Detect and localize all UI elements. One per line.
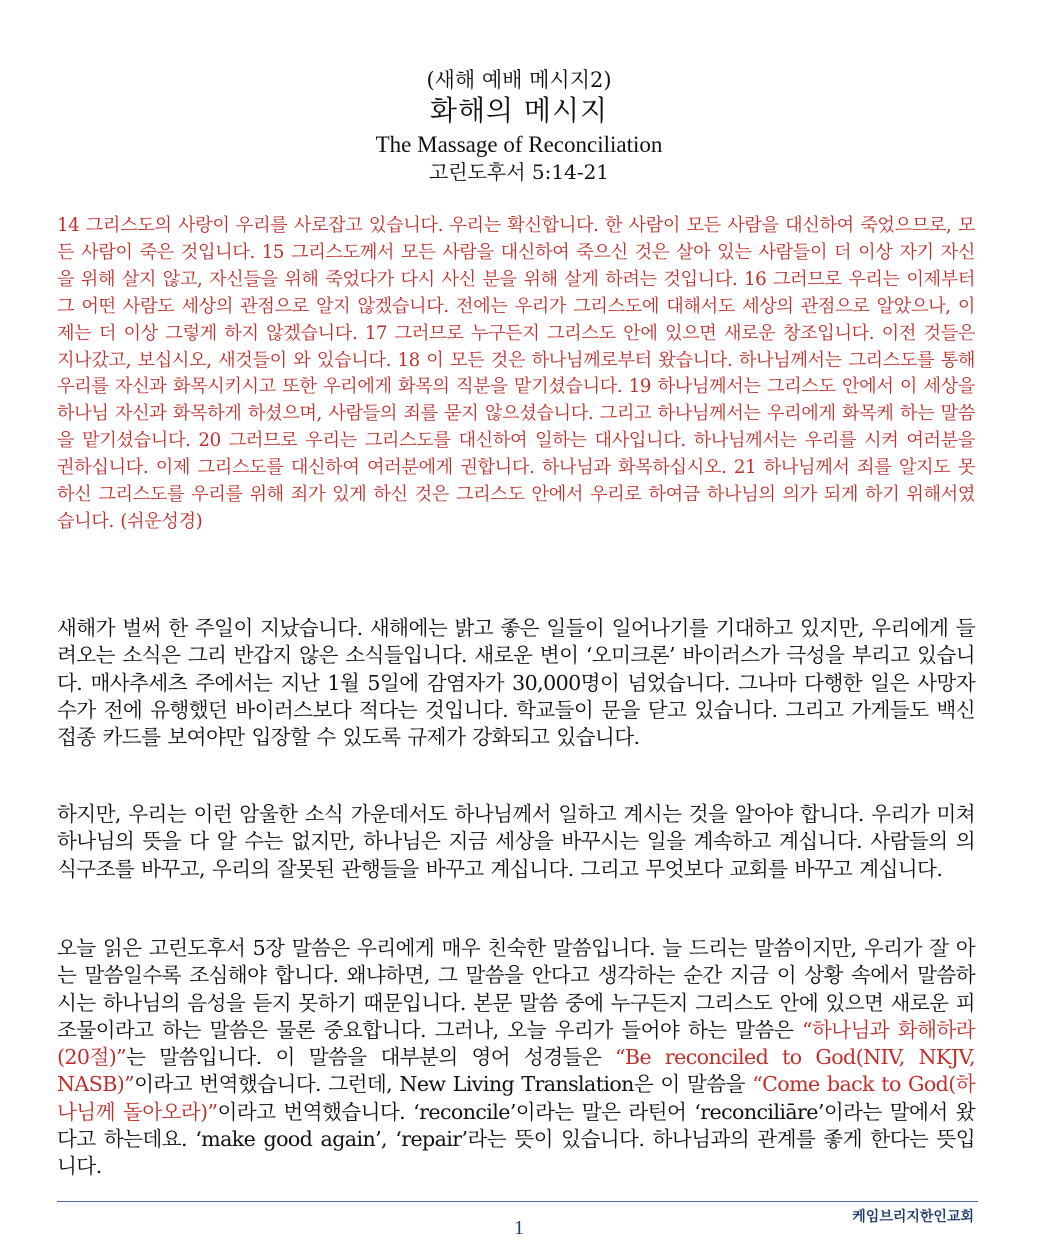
paragraph-text: 이라고 번역했습니다. 그런데, New Living Translation은 이 말씀을 xyxy=(134,1072,753,1097)
sermon-paragraph-2: 하지만, 우리는 이런 암울한 소식 가운데서도 하나님께서 일하고 계시는 것을 알아야 합니다. 우리가 미쳐 하나님의 뜻을 다 알 수는 없지만, 하나님은 지금 세상을 바꾸시는 일을 계속하고 계십니다. 사람들의 의식구조를 바꾸고, 우리의 잘못된 관행들을 바꾸고 계십니다. 그리고 무엇보다 교회를 바꾸고 계십니다. xyxy=(57,802,975,881)
scripture-reference: 고린도후서 5:14-21 xyxy=(428,160,610,184)
highlighted-quote: “하나님과 화해하라(20절)” xyxy=(57,1017,975,1070)
sermon-paragraph-1: 새해가 벌써 한 주일이 지났습니다. 새해에는 밝고 좋은 일들이 일어나기를 기대하고 있지만, 우리에게 들려오는 소식은 그리 반갑지 않은 소식들입니다. 새로운 변이 ‘오미크론’ 바이러스가 극성을 부리고 있습니다. 매사추세츠 주에서는 지난 1월 5일에 감염자가 30,000명이 넘었습니다. 그나마 다행한 일은 사망자 수가 전에 유행했던 바이러스보다 적다는 것입니다. 학교들이 문을 닫고 있습니다. 그리고 가게들도 백신 접종 카드를 보여야만 입장할 수 있도록 규제가 강화되고 있습니다. xyxy=(57,616,975,750)
english-title: The Massage of Reconciliation xyxy=(375,132,663,157)
page-title: 화해의 메시지 xyxy=(429,94,609,127)
paragraph-text: 이라고 번역했습니다. ‘reconcile’이라는 말은 라틴어 ‘reconciliāre’이라는 말에서 왔다고 하는데요. ‘make good again’, ‘repair’라는 뜻이 있습니다. 하나님과의 관계를 좋게 한다는 뜻입니다. xyxy=(57,1099,975,1179)
paragraph-text: 는 말씀입니다. 이 말씀을 대부분의 영어 성경들은 xyxy=(126,1045,615,1070)
sermon-paragraph-3 xyxy=(57,935,975,1181)
page-number: 1 xyxy=(514,1217,524,1239)
highlighted-quote: “Be reconciled to God(NIV, NKJV, NASB)” xyxy=(57,1045,975,1097)
highlighted-quote: “Come back to God(하나님께 돌아오라)” xyxy=(57,1072,975,1124)
church-name: 케임브리지한인교회 xyxy=(852,1209,974,1225)
footer-divider xyxy=(57,1201,978,1202)
message-subtitle: (새해 예배 메시지2) xyxy=(426,68,612,92)
scripture-passage: 14 그리스도의 사랑이 우리를 사로잡고 있습니다. 우리는 확신합니다. 한 사람이 모든 사람을 대신하여 죽었으므로, 모든 사람이 죽은 것입니다. 15 그리스도께서 모든 사람을 대신하여 죽으신 것은 살아 있는 사람들이 더 이상 자기 자신을 위해 살지 않고, 자신들을 위해 죽었다가 다시 사신 분을 위해 살게 하려는 것입니다. 16 그러므로 우리는 이제부터 그 어떤 사람도 세상의 관점으로 알지 않겠습니다. 전에는 우리가 그리스도에 대해서도 세상의 관점으로 알았으나, 이제는 더 이상 그렇게 하지 않겠습니다. 17 그러므로 누구든지 그리스도 안에 있으면 새로운 창조입니다. 이전 것들은 지나갔고, 보십시오, 새것들이 와 있습니다. 18 이 모든 것은 하나님께로부터 왔습니다. 하나님께서는 그리스도를 통해 우리를 자신과 화목시키시고 또한 우리에게 화목의 직분을 맡기셨습니다. 19 하나님께서는 그리스도 안에서 이 세상을 하나님 자신과 화목하게 하셨으며, 사람들의 죄를 묻지 않으셨습니다. 그리고 하나님께서는 우리에게 화목케 하는 말씀을 맡기셨습니다. 20 그러므로 우리는 그리스도를 대신하여 일하는 대사입니다. 하나님께서는 우리를 시켜 여러분을 권하십니다. 이제 그리스도를 대신하여 여러분에게 권합니다. 하나님과 화목하십시오. 21 하나님께서 죄를 알지도 못하신 그리스도를 우리를 위해 죄가 있게 하신 것은 그리스도 안에서 우리로 하여금 하나님의 의가 되게 하기 위해서였습니다. (쉬운성경) xyxy=(57,215,975,532)
paragraph-text: 오늘 읽은 고린도후서 5장 말씀은 우리에게 매우 친숙한 말씀입니다. 늘 드리는 말씀이지만, 우리가 잘 아는 말씀일수록 조심해야 합니다. 왜냐하면, 그 말씀을 안다고 생각하는 순간 지금 이 상황 속에서 말씀하시는 하나님의 음성을 듣지 못하기 때문입니다. 본문 말씀 중에 누구든지 그리스도 안에 있으면 새로운 피조물이라고 하는 말씀은 물론 중요합니다. 그러나, 오늘 우리가 들어야 하는 말씀은 xyxy=(57,936,975,1042)
